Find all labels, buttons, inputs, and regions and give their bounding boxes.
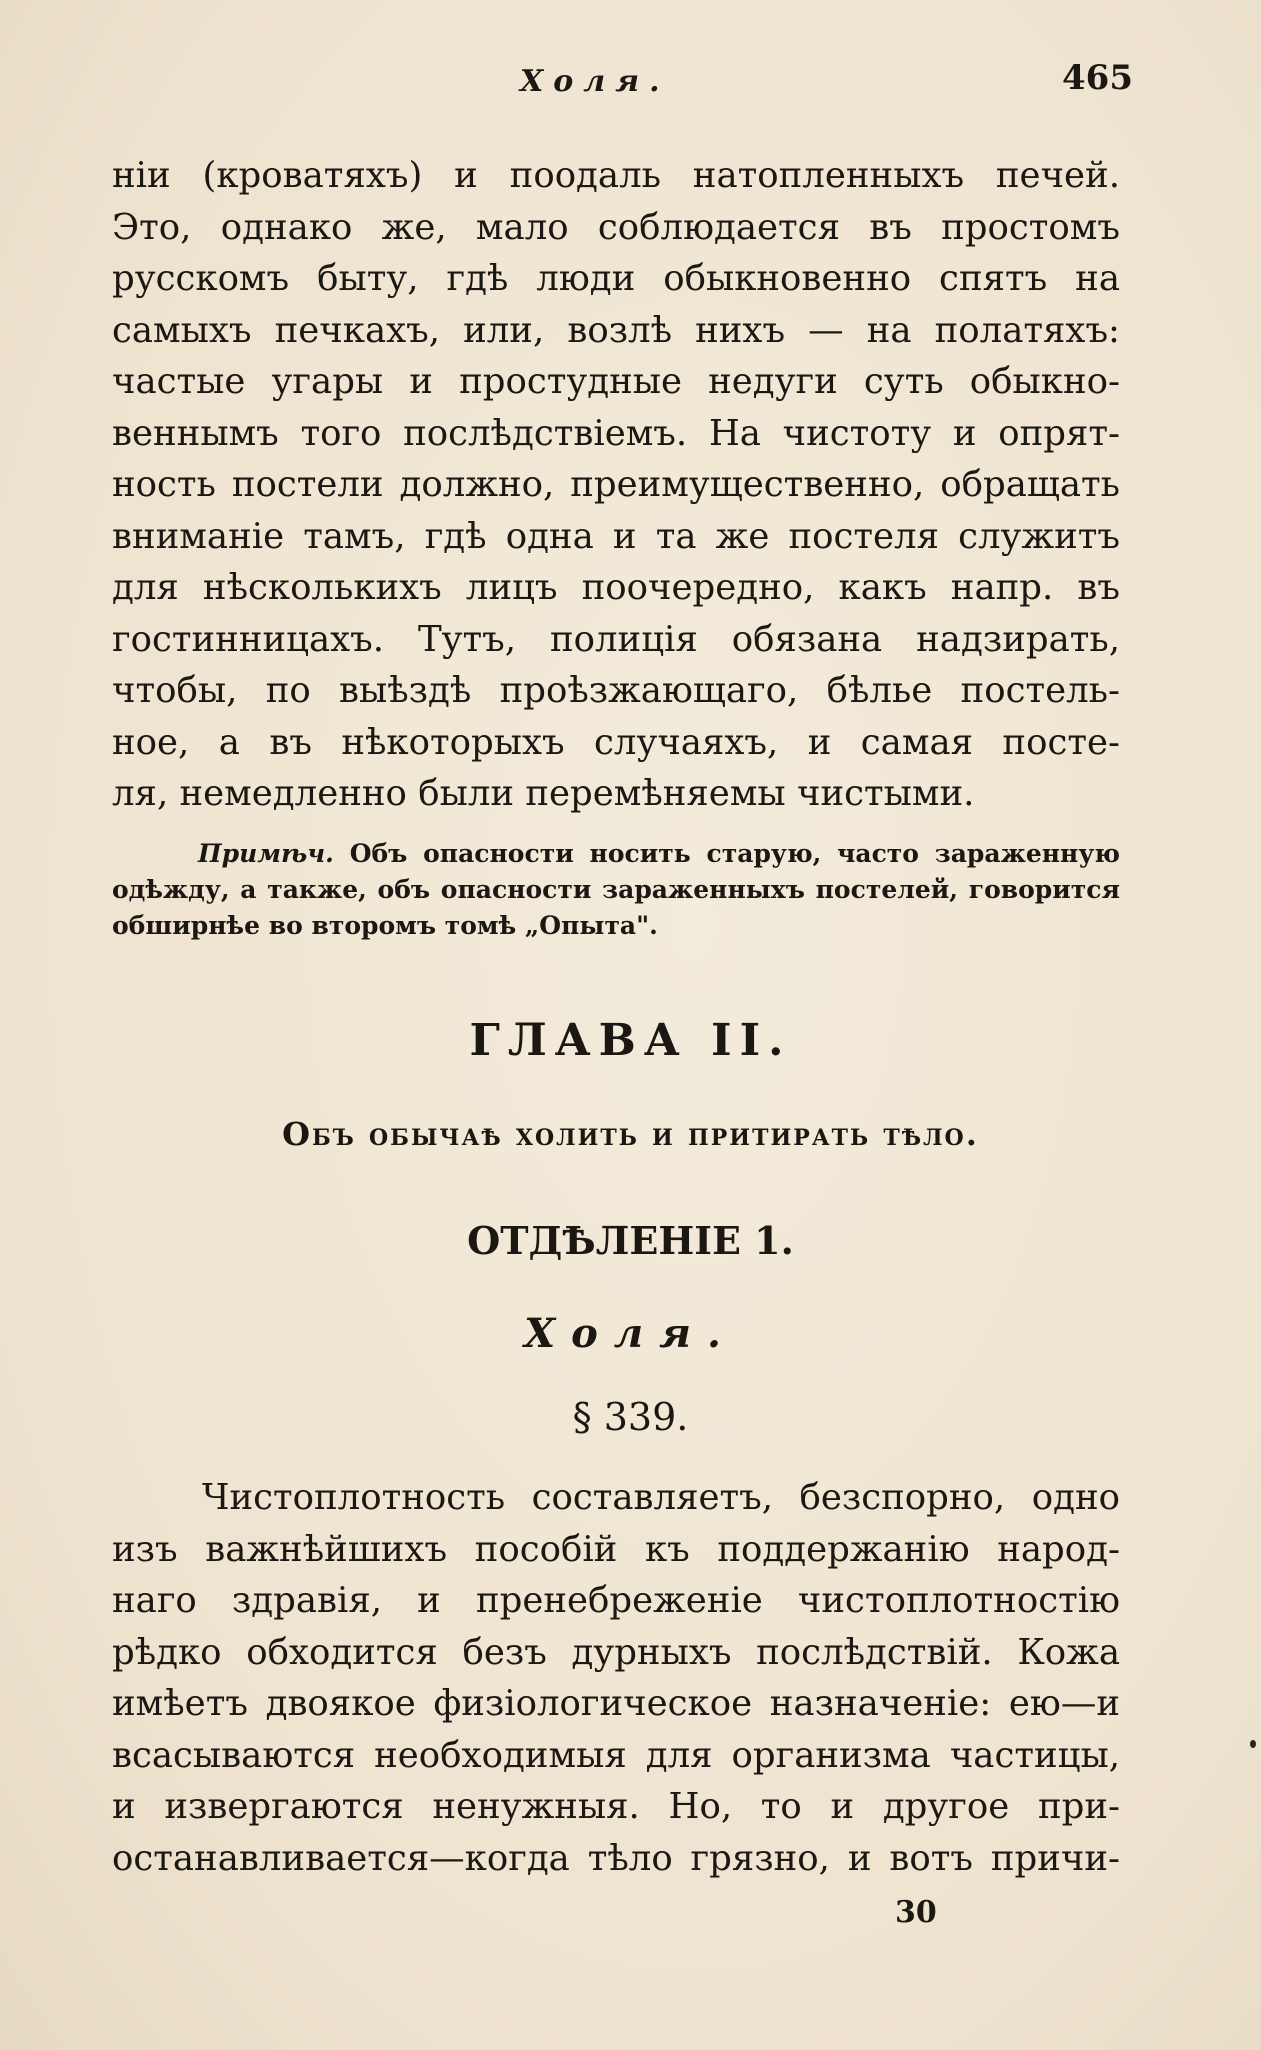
text-line: Это, однако же, мало соблюдается въ простомъ (112, 206, 1120, 248)
running-head: Холя. (520, 64, 670, 99)
text-line: чтобы, по выѣздѣ проѣзжающаго, бѣлье постель- (112, 670, 1120, 711)
text-line: веннымъ того послѣдствiемъ. На чистоту и опрят- (112, 412, 1120, 454)
text-line: нiи (кроватяхъ) и поодаль натопленныхъ печей. (112, 155, 1120, 196)
text-line: имѣетъ двоякое физiологическое назначенiе: ею—и (112, 1683, 1120, 1724)
text-line: ля, немедленно были перемѣняемы чистыми. (112, 773, 975, 814)
text-line: и извергаются ненужныя. Но, то и другое при- (112, 1786, 1120, 1827)
text-line: частые угары и простудные недуги суть обыкно- (112, 361, 1120, 402)
text-line: ность постели должно, преимущественно, обращать (112, 464, 1120, 505)
footnote (112, 836, 1120, 944)
text-line: русскомъ быту, гдѣ люди обыкновенно спятъ на (112, 258, 1120, 299)
paragraph-339 (112, 1472, 1120, 1884)
footnote-first-line (112, 836, 1120, 872)
footnote-line: обширнѣе во второмъ томѣ „Опыта". (112, 911, 658, 940)
text-line: самыхъ печкахъ, или, возлѣ нихъ — на полатяхъ: (112, 309, 1120, 351)
text-line: для нѣсколькихъ лицъ поочередно, какъ напр. въ (112, 567, 1120, 608)
footnote-line: одѣжду, а также, объ опасности зараженныхъ постелей, говорится (112, 875, 1120, 904)
page-number: 465 (1062, 58, 1133, 98)
text-line: рѣдко обходится безъ дурныхъ послѣдствiй. Кожа (112, 1631, 1120, 1673)
text-line: гостинницахъ. Тутъ, полицiя обязана надзирать, (112, 618, 1120, 660)
chapter-title: ГЛАВА II. (469, 1015, 792, 1066)
text-line: Чистоплотность составляетъ, безспорно, одно (202, 1477, 1120, 1518)
section-name: Холя. (524, 1310, 737, 1357)
page-header (0, 58, 1261, 108)
text-line: останавливается—когда тѣло грязно, и вотъ причи- (112, 1837, 1120, 1879)
paragraph-number: § 339. (572, 1395, 689, 1439)
signature-mark: 30 (895, 1895, 937, 1930)
text-line: всасываются необходимыя для организма частицы, (112, 1734, 1120, 1776)
text-line: наго здравiя, и пренебреженiе чистоплотностiю (112, 1580, 1120, 1621)
paragraph-continued (112, 150, 1120, 820)
text-line: изъ важнѣйшихъ пособiй къ поддержанiю народ- (112, 1528, 1120, 1570)
chapter-subtitle: Объ обычаѣ холить и притирать тѣло. (282, 1115, 979, 1153)
text-line: ное, а въ нѣкоторыхъ случаяхъ, и самая посте- (112, 721, 1120, 763)
footnote-text: Объ опасности носить старую, часто зараженную (349, 839, 1120, 868)
text-line: вниманiе тамъ, гдѣ одна и та же постеля служитъ (112, 515, 1120, 557)
section-title: ОТДѢЛЕНIЕ 1. (467, 1218, 794, 1263)
footnote-label: Примѣч. (198, 839, 334, 868)
ink-speck (1250, 1740, 1256, 1748)
